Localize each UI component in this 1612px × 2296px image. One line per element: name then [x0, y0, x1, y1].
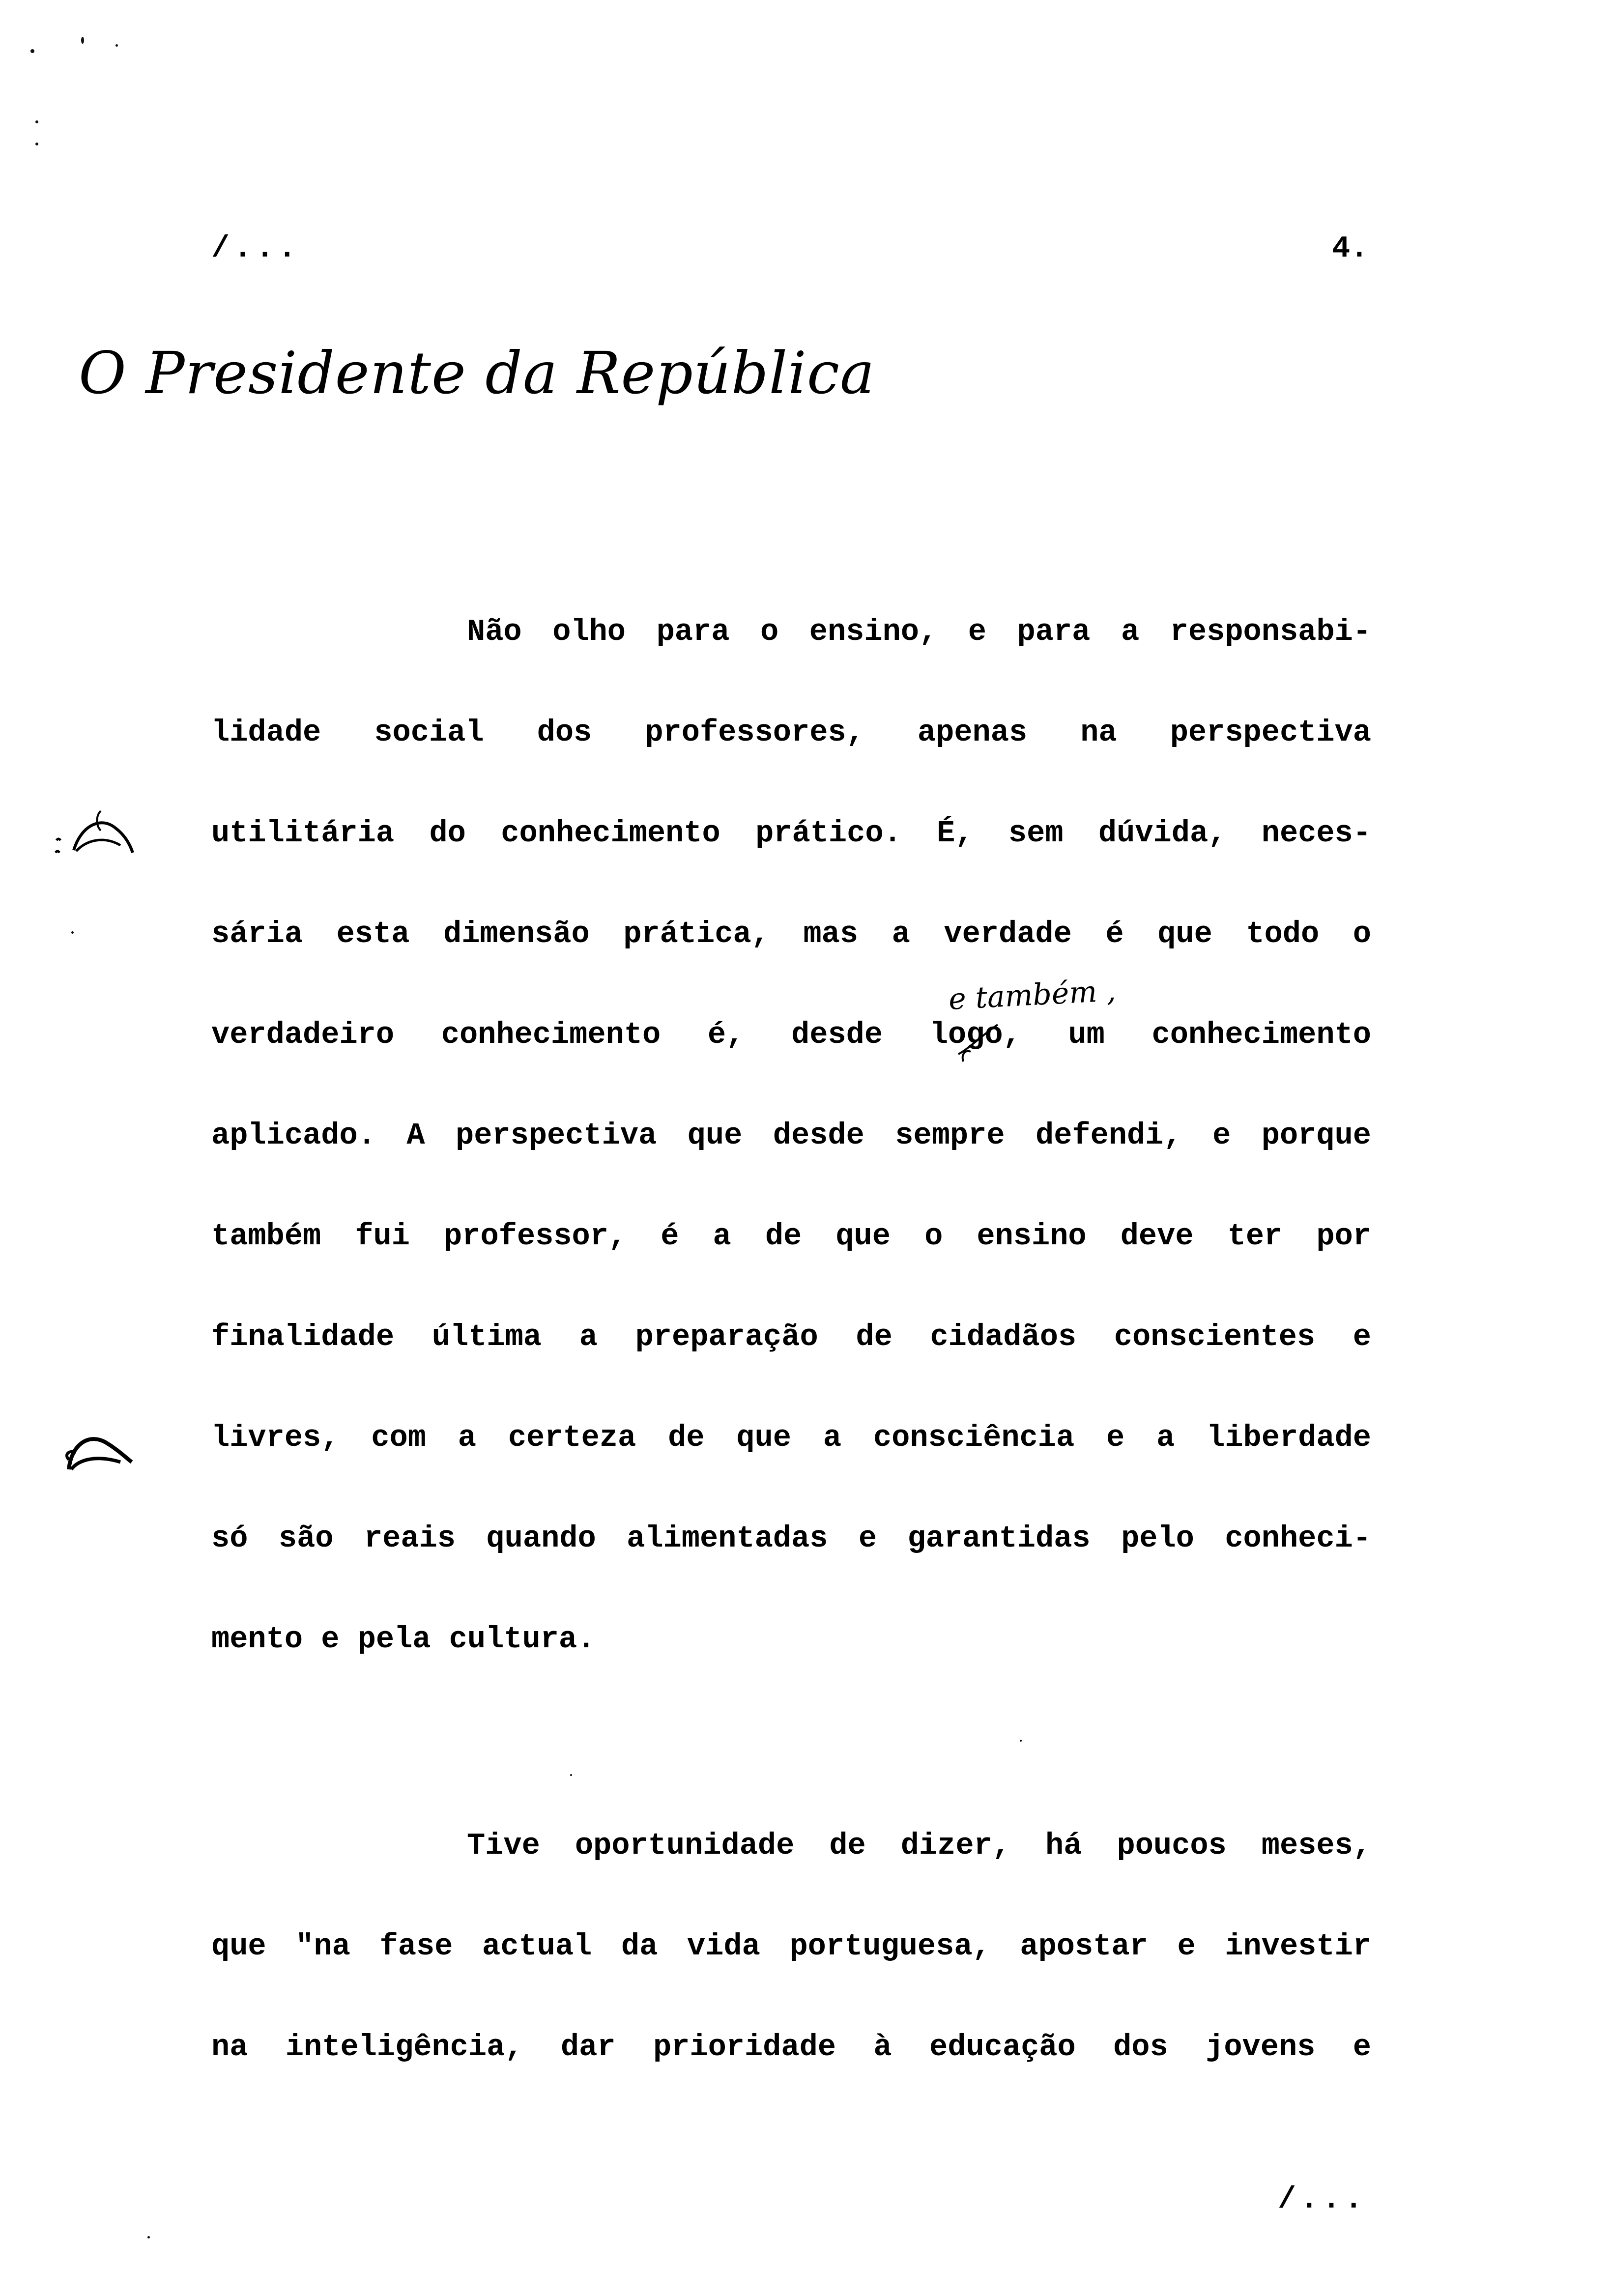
- text-line: sária esta dimensão prática, mas a verdade é que todo o: [211, 917, 1371, 951]
- insertion-caret-mark: [953, 1020, 1017, 1064]
- margin-initial-mark: [47, 806, 140, 870]
- scan-speck: [35, 143, 38, 145]
- text-line: só são reais quando alimentadas e garantidas pelo conheci-: [211, 1521, 1371, 1556]
- scan-speck: [1020, 1740, 1022, 1742]
- text-line: verdadeiro conhecimento é, desde logo, um conhecimento: [211, 1017, 1371, 1052]
- text-line: Não olho para o ensino, e para a responsabi-: [467, 614, 1371, 649]
- text-line: finalidade última a preparação de cidadãos conscientes e: [211, 1320, 1371, 1354]
- text-line: mento e pela cultura.: [211, 1622, 596, 1657]
- text-line: Tive oportunidade de dizer, há poucos meses,: [467, 1828, 1371, 1863]
- page-number: 4.: [1332, 231, 1369, 266]
- scan-speck: [35, 120, 38, 123]
- text-line: na inteligência, dar prioridade à educação dos jovens e: [211, 2030, 1371, 2065]
- scan-speck: [115, 44, 118, 47]
- scan-speck: [147, 2236, 150, 2239]
- margin-initial-mark: [59, 1420, 138, 1484]
- continuation-marker-bottom: /...: [1278, 2182, 1367, 2217]
- scan-speck: [30, 49, 34, 53]
- scan-speck: [570, 1774, 572, 1776]
- letterhead-title: O Presidente da República: [79, 339, 875, 407]
- text-line: lidade social dos professores, apenas na perspectiva: [211, 715, 1371, 750]
- continuation-marker-top: /...: [211, 231, 300, 266]
- text-line: que "na fase actual da vida portuguesa, apostar e investir: [211, 1929, 1371, 1964]
- text-line: livres, com a certeza de que a consciência e a liberdade: [211, 1420, 1371, 1455]
- scan-speck: [71, 931, 74, 934]
- text-line: aplicado. A perspectiva que desde sempre defendi, e porque: [211, 1118, 1371, 1153]
- scan-speck: [81, 37, 84, 44]
- handwritten-annotation: e também ,: [948, 974, 1117, 1017]
- text-line: também fui professor, é a de que o ensino deve ter por: [211, 1219, 1371, 1254]
- text-line: utilitária do conhecimento prático. É, sem dúvida, neces-: [211, 816, 1371, 851]
